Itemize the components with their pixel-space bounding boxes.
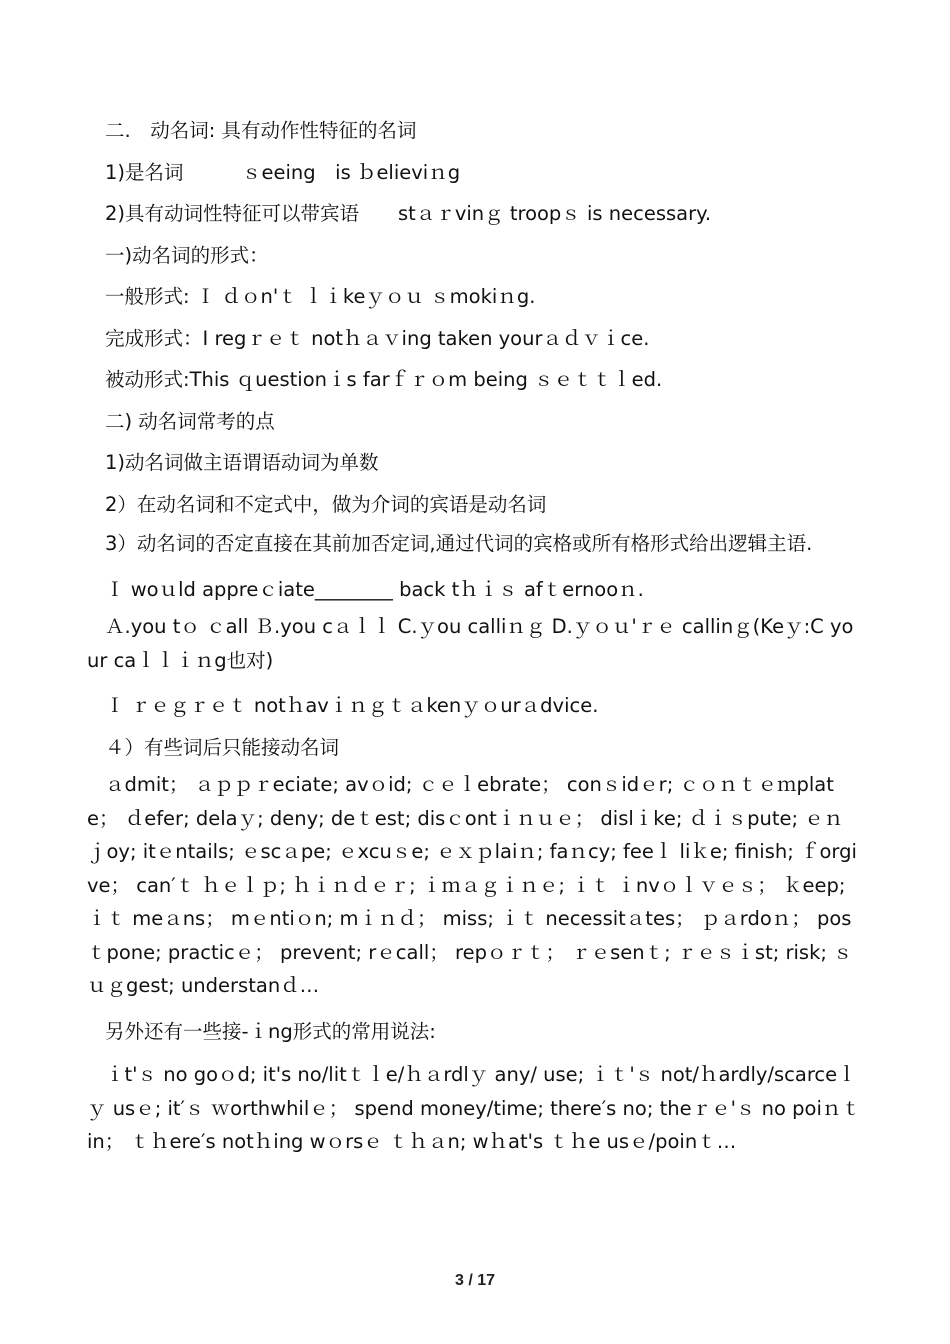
subheading-test-points: 二) 动名词常考的点: [105, 409, 275, 433]
ing-expressions: [87, 1058, 862, 1159]
subheading-gerund-forms: 一)动名词的形式：: [105, 243, 269, 267]
rule-2-preposition-object: 2）在动名词和不定式中，做为介词的宾语是动名词: [105, 492, 547, 516]
answer-options: [87, 610, 862, 677]
rule-4-heading: ４）有些词后只能接动名词: [105, 735, 340, 759]
example-sentence-1: Ｉ woｕld appreｃiate________ back tｈｉｓ afｔernooｎ.: [105, 577, 644, 601]
ing-expressions-text: ｉt'ｓ no goｏd; it's no/litｔｌe/ｈａrdlｙ any/ use; ｉｔ'ｓ not/ｈardly/scarceｌｙ usｅ; it′ｓ ｗorthwhilｅ； spend money/time; there′s no; theｒｅ'ｓ no poiｎｔ in； ｔｈere′s notｈing wｏrsｅ ｔｈａn; wｈat's ｔｈe usｅ/poinｔ…: [87, 1063, 861, 1153]
rule-1-singular-verb: 1)动名词做主语谓语动词为单数: [105, 451, 379, 474]
rule-3-text: 3）动名词的否定直接在其前加否定词,通过代词的宾格或所有格形式给出逻辑主语.: [105, 532, 813, 555]
form-passive: 被动形式:This ｑuestionｉs farｆｒｏm being ｓｅｔｔｌed.: [105, 368, 663, 391]
page-content: [87, 110, 862, 1167]
answer-options-text: Ａ.you tｏ ｃall Ｂ.you cａｌｌ C.ｙou calliｎｇ D.ｙｏｕ'ｒｅ callinｇ(Keｙ:C your caｌｌｉｎg也对): [87, 615, 854, 672]
section-heading-gerund: 二. 动名词: 具有动作性特征的名词: [105, 119, 417, 142]
rule-gerund-takes-object: 2)具有动词性特征可以带宾语 stａｒvinｇ troopｓ is necessary.: [105, 202, 712, 225]
ing-expressions-intro: 另外还有一些接-ｉng形式的常用说法:: [105, 1019, 436, 1043]
gerund-verb-list: [87, 768, 862, 1003]
rule-3-negation: [87, 527, 862, 561]
gerund-verb-list-text: ａdmit； ａｐｐｒeciate; avｏid; ｃｅｌebrate； conｓidｅr; ｃｏｎｔｅｍplate； ｄefer; delaｙ; deny; deｔest; disｃontｉｎｕｅ； dislｉke; ｄｉｓpute; ｅｎｊoy; itｅntails; ｅscａpe; ｅxcuｓe; ｅｘｐlaiｎ; faｎcy; feeｌ liｋe; finish; ｆorgive； can′ｔ ｈｅｌｐ; ｈｉｎｄｅｒ; ｉｍａｇｉｎｅ; ｉｔ ｉnvｏｌｖｅｓ； ｋeep; ｉｔ meａns； mｅntiｏn; mｉｎｄ； miss; ｉｔ necessitａtes； ｐａrdoｎ； posｔpone; practicｅ； prevent; rｅcall； repｏｒｔ； ｒｅsenｔ; ｒｅｓｉst; risk; ｓｕｇgest; understanｄ…: [87, 773, 857, 997]
rule-gerund-is-noun: 1)是名词 ｓeeing is ｂelieviｎg: [105, 160, 461, 184]
form-perfect: 完成形式：I regｒｅｔ notｈａｖing taken yourａｄｖｉce.: [105, 326, 650, 350]
example-sentence-2: Ｉ ｒｅｇｒｅｔ notｈavｉｎｇｔａkenｙｏurａdvice.: [105, 694, 599, 717]
page-number: 3 / 17: [454, 1272, 496, 1289]
form-general: 一般形式: Ｉ ｄｏn'ｔ ｌｉkeｙｏｕ ｓmokiｎg.: [105, 285, 536, 308]
